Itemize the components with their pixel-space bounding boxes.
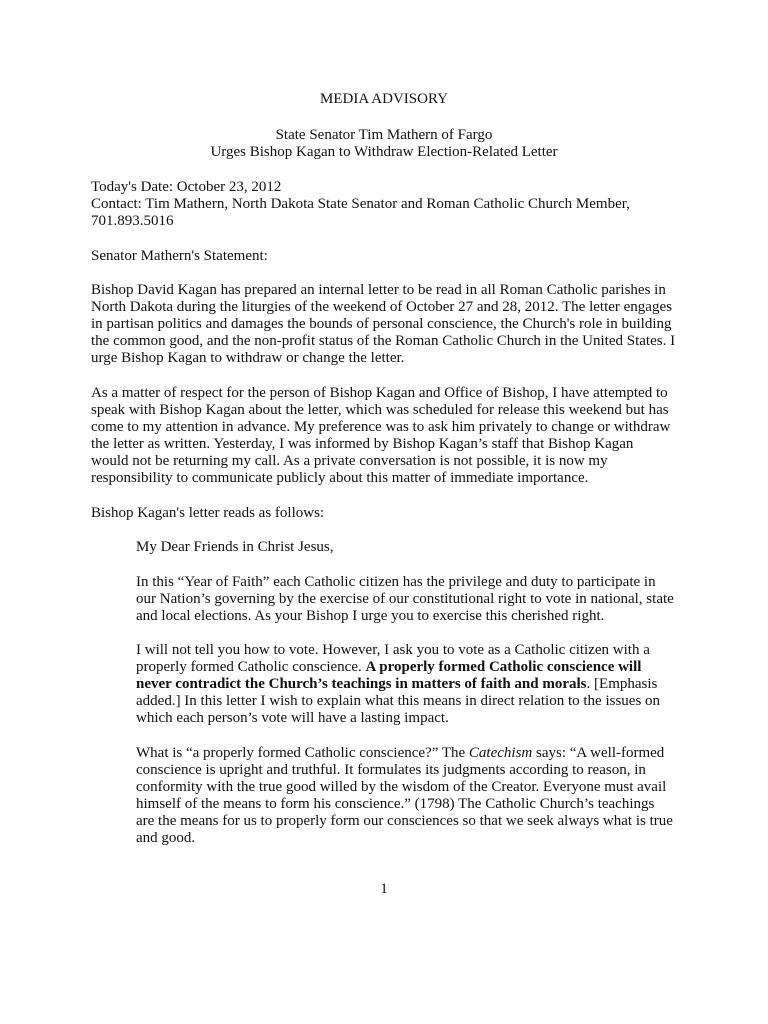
paragraph-line: come to my attention in advance. My preference was to ask him privately to change or withdraw <box>91 419 671 435</box>
paragraph-line: our Nation’s governing by the exercise of our constitutional right to vote in national, state <box>136 591 674 607</box>
paragraph-line: and local elections. As your Bishop I urge you to exercise this cherished right. <box>136 608 605 624</box>
paragraph-line: and good. <box>136 830 196 846</box>
paragraph-line: conscience is upright and truthful. It formulates its judgments according to reason, in <box>136 762 646 778</box>
plain-text: says: “A well-formed <box>532 745 665 761</box>
paragraph-line: speak with Bishop Kagan about the letter, which was scheduled for release this weekend but has <box>91 402 669 418</box>
letter-salutation: My Dear Friends in Christ Jesus, <box>136 539 334 555</box>
contact-line: Contact: Tim Mathern, North Dakota State Senator and Roman Catholic Church Member, <box>91 196 630 212</box>
statement-heading: Senator Mathern's Statement: <box>91 248 268 264</box>
italic-text: Catechism <box>468 745 533 761</box>
paragraph-line: would not be returning my call. As a private conversation is not possible, it is now my <box>91 453 608 469</box>
paragraph-line: the common good, and the non-profit status of the Roman Catholic Church in the United States. I <box>91 333 676 349</box>
letter-intro: Bishop Kagan's letter reads as follows: <box>91 505 325 521</box>
paragraph-line: conformity with the true good willed by the wisdom of the Creator. Everyone must avail <box>136 779 667 795</box>
paragraph-line <box>136 745 664 762</box>
headline-line-2: Urges Bishop Kagan to Withdraw Election-Related Letter <box>210 144 558 160</box>
date-line: Today's Date: October 23, 2012 <box>91 179 282 195</box>
paragraph-line: urge Bishop Kagan to withdraw or change the letter. <box>91 350 405 366</box>
emphasis-text: A properly formed Catholic conscience will <box>365 659 642 675</box>
headline-line-1: State Senator Tim Mathern of Fargo <box>275 127 493 143</box>
paragraph-line: I will not tell you how to vote. However, I ask you to vote as a Catholic citizen with a <box>136 642 650 658</box>
paragraph-line: the letter as written. Yesterday, I was informed by Bishop Kagan’s staff that Bishop Kagan <box>91 436 634 452</box>
emphasis-text: never contradict the Church’s teachings in matters of faith and morals <box>136 676 587 692</box>
paragraph-line: in partisan politics and damages the bounds of personal conscience, the Church's role in building <box>91 316 672 332</box>
paragraph-line: Bishop David Kagan has prepared an internal letter to be read in all Roman Catholic parishes in <box>91 282 666 298</box>
advisory-title: MEDIA ADVISORY <box>320 91 448 107</box>
plain-text: . [Emphasis <box>586 676 658 692</box>
paragraph-line: himself of the means to form his conscience.” (1798) The Catholic Church’s teachings <box>136 796 655 812</box>
plain-text: properly formed Catholic conscience. <box>136 659 366 675</box>
paragraph-line: North Dakota during the liturgies of the weekend of October 27 and 28, 2012. The letter engages <box>91 299 672 315</box>
contact-phone: 701.893.5016 <box>91 213 174 229</box>
page-number: 1 <box>380 881 388 897</box>
paragraph-line: added.] In this letter I wish to explain what this means in direct relation to the issues on <box>136 693 661 709</box>
paragraph-line <box>136 676 657 693</box>
paragraph-line: which each person’s vote will have a lasting impact. <box>136 710 449 726</box>
paragraph-line: responsibility to communicate publicly about this matter of immediate importance. <box>91 470 589 486</box>
paragraph-line: are the means for us to properly form our consciences so that we seek always what is true <box>136 813 673 829</box>
plain-text: What is “a properly formed Catholic conscience?” The <box>136 745 469 761</box>
paragraph-line <box>136 659 641 676</box>
paragraph-line: As a matter of respect for the person of Bishop Kagan and Office of Bishop, I have attempted to <box>91 385 668 401</box>
paragraph-line: In this “Year of Faith” each Catholic citizen has the privilege and duty to participate in <box>136 574 656 590</box>
